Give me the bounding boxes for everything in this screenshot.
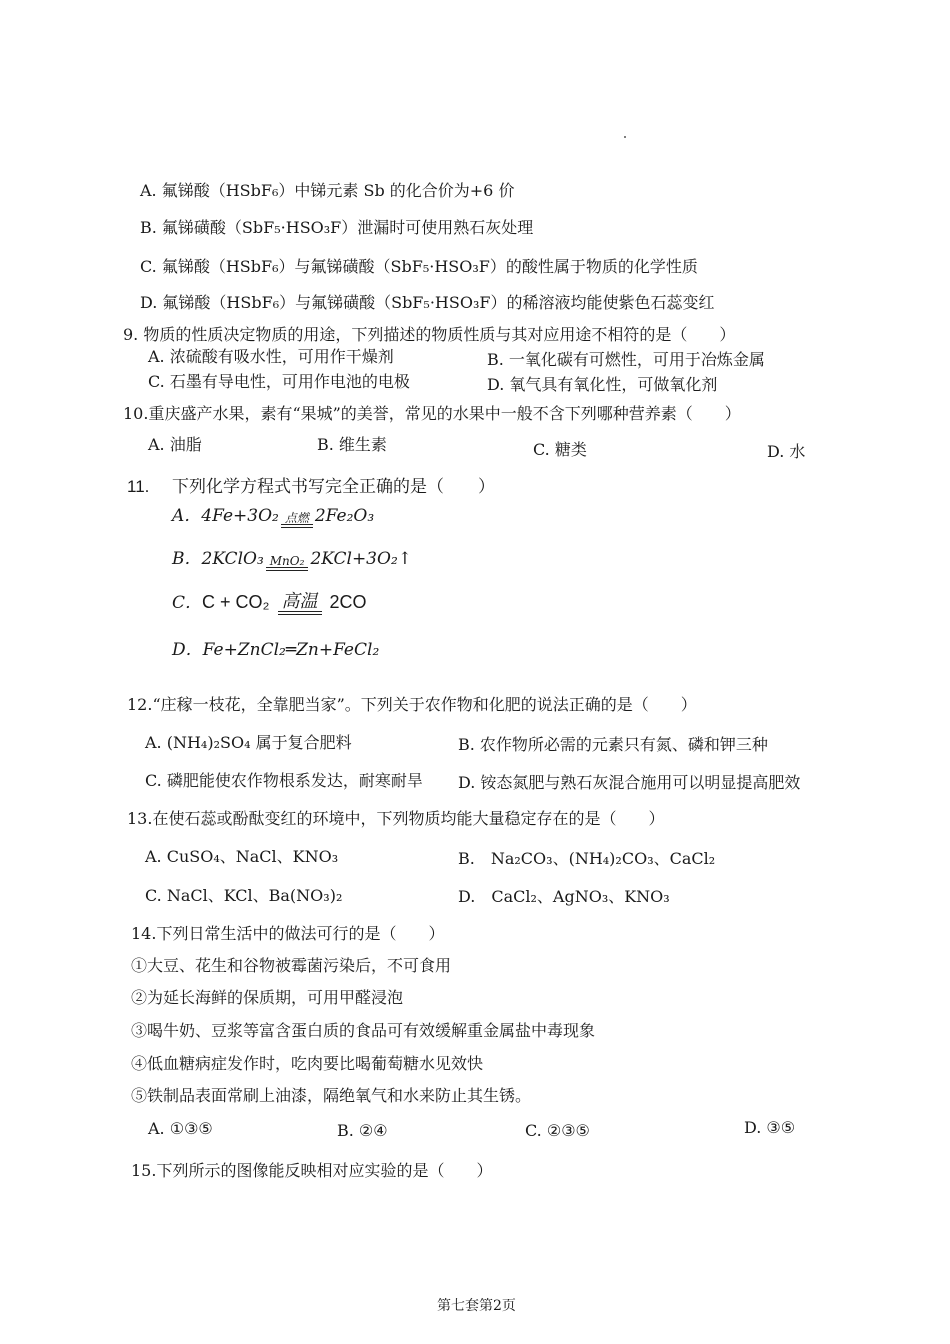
reaction-condition-arrow: [281, 512, 313, 528]
q9-stem: 9. 物质的性质决定物质的用途，下列描述的物质性质与其对应用途不相符的是（ ）: [123, 325, 736, 344]
q11-c-left: C + CO₂: [202, 592, 270, 612]
q14-option-c: C. ②③⑤: [525, 1121, 590, 1140]
q14-statement: ①大豆、花生和谷物被霉菌污染后，不可食用: [131, 956, 452, 975]
q12-option-a: A. (NH₄)₂SO₄ 属于复合肥料: [145, 733, 352, 752]
q11-d-label: D．: [172, 640, 203, 660]
q9-option-a: A. 浓硫酸有吸水性，可用作干燥剂: [148, 347, 394, 366]
q11-a-left: 4Fe+3O₂: [201, 506, 279, 526]
q11-a-condition: 点燃: [284, 511, 309, 525]
q11-c-label: C．: [172, 593, 203, 613]
q14-stem: 14.下列日常生活中的做法可行的是（ ）: [131, 924, 445, 943]
q15-stem: 15.下列所示的图像能反映相对应实验的是（ ）: [131, 1161, 493, 1180]
q8-option-a: A. 氟锑酸（HSbF₆）中锑元素 Sb 的化合价为+6 价: [140, 181, 515, 200]
q14-statement: ⑤铁制品表面常刷上油漆，隔绝氧气和水来防止其生锈。: [131, 1086, 532, 1105]
q11-b-condition: MnO₂: [269, 554, 305, 568]
q10-option-c: C. 糖类: [533, 440, 587, 459]
q11-b-right: 2KCl+3O₂↑: [310, 549, 412, 569]
page-footer: 第七套第2页: [437, 1298, 516, 1314]
q12-stem: 12.“庄稼一枝花，全靠肥当家”。下列关于农作物和化肥的说法正确的是（ ）: [127, 695, 697, 714]
q11-number: 11.: [127, 477, 150, 496]
q11-stem: 下列化学方程式书写完全正确的是（ ）: [172, 477, 495, 496]
q11-b-label: B．: [172, 549, 202, 569]
q14-statement: ③喝牛奶、豆浆等富含蛋白质的食品可有效缓解重金属盐中毒现象: [131, 1021, 596, 1040]
reaction-condition-arrow: [278, 593, 322, 615]
q10-option-b: B. 维生素: [317, 435, 387, 454]
q11-a-right: 2Fe₂O₃: [314, 506, 375, 526]
q11-option-a: [172, 504, 374, 528]
q14-option-b: B. ②④: [337, 1121, 388, 1140]
q14-statement: ②为延长海鲜的保质期，可用甲醛浸泡: [131, 988, 404, 1007]
q13-option-d: D. CaCl₂、AgNO₃、KNO₃: [458, 887, 670, 906]
q13-option-b: B. Na₂CO₃、(NH₄)₂CO₃、CaCl₂: [458, 849, 716, 868]
q9-option-d: D. 氧气具有氧化性，可做氧化剂: [487, 375, 718, 394]
q12-option-c: C. 磷肥能使农作物根系发达，耐寒耐旱: [145, 771, 423, 790]
q13-option-c: C. NaCl、KCl、Ba(NO₃)₂: [145, 886, 343, 905]
scan-speck: [624, 136, 626, 138]
q9-option-b: B. 一氧化碳有可燃性，可用于冶炼金属: [487, 350, 765, 369]
q13-option-a: A. CuSO₄、NaCl、KNO₃: [145, 847, 339, 866]
q10-stem: 10.重庆盛产水果，素有“果城”的美誉，常见的水果中一般不含下列哪种营养素（ ）: [123, 404, 741, 423]
q11-a-label: A．: [172, 506, 202, 526]
reaction-condition-arrow: [266, 555, 309, 571]
q10-option-d: D. 水: [767, 442, 806, 461]
q14-option-a: A. ①③⑤: [148, 1119, 213, 1138]
q10-option-a: A. 油脂: [148, 435, 202, 454]
q11-d-equation: Fe+ZnCl₂═Zn+FeCl₂: [202, 640, 380, 660]
q11-option-c: [172, 590, 367, 615]
q11-option-b: [172, 547, 412, 571]
q9-option-c: C. 石墨有导电性，可用作电池的电极: [148, 372, 410, 391]
q12-option-b: B. 农作物所必需的元素只有氮、磷和钾三种: [458, 735, 768, 754]
q14-option-d: D. ③⑤: [744, 1118, 796, 1137]
q14-statement: ④低血糖病症发作时，吃肉要比喝葡萄糖水见效快: [131, 1054, 484, 1073]
q11-b-left: 2KClO₃: [201, 549, 264, 569]
q8-option-b: B. 氟锑磺酸（SbF₅·HSO₃F）泄漏时可使用熟石灰处理: [140, 218, 534, 237]
q8-option-d: D. 氟锑酸（HSbF₆）与氟锑磺酸（SbF₅·HSO₃F）的稀溶液均能使紫色石蕊变红: [140, 293, 715, 312]
q12-option-d: D. 铵态氮肥与熟石灰混合施用可以明显提高肥效: [458, 773, 801, 792]
q11-c-right: 2CO: [329, 592, 367, 612]
q8-option-c: C. 氟锑酸（HSbF₆）与氟锑磺酸（SbF₅·HSO₃F）的酸性属于物质的化学性质: [140, 257, 698, 276]
q13-stem: 13.在使石蕊或酚酞变红的环境中，下列物质均能大量稳定存在的是（ ）: [127, 809, 665, 828]
q11-option-d: [172, 638, 379, 662]
q11-c-condition: 高温: [281, 591, 318, 612]
